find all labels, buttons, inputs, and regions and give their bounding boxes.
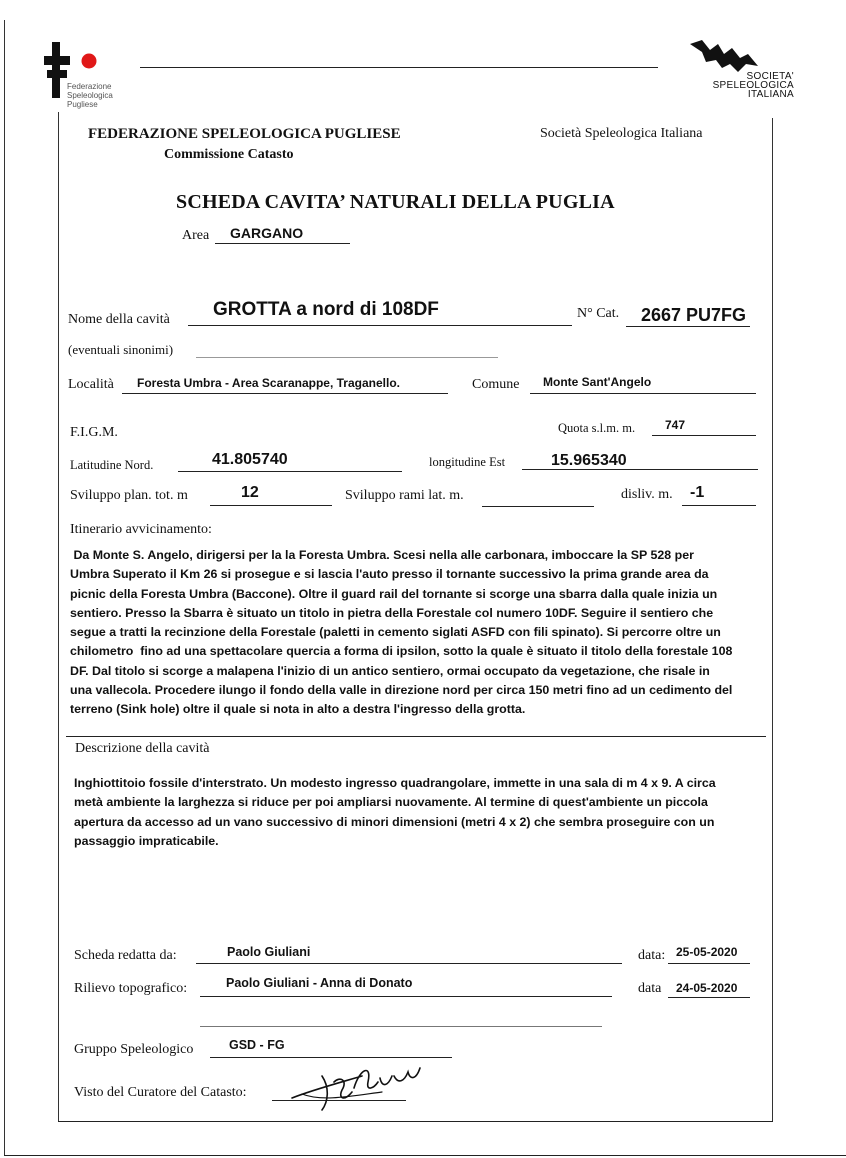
data-label-2: data [638, 981, 662, 996]
data-label-1: data: [638, 948, 666, 963]
itinerary-line: Umbra Superato il Km 26 si prosegue e si lascia l'auto presso il tornante successivo la prima grande area da [70, 567, 709, 582]
commission-name: Commissione Catasto [164, 147, 294, 162]
itinerary-line: segue a tratti la recinzione della Forestale (paletti in cemento siglati ASFD con fili spinato). Si percorre oltre un [70, 625, 721, 640]
cat-value: 2667 PU7FG [641, 305, 747, 325]
ssi-logo-text-1: SOCIETA' [746, 71, 794, 82]
disliv-label: disliv. m. [621, 487, 673, 502]
itinerary-line: DF. Dal titolo si scorge a malapena l'inizio di un antico sentiero, ormai occupato da vegetazione, che risale in [70, 663, 710, 678]
itinerary-line: una vallecola. Procedere ilungo il fondo della valle in direzione nord per circa 150 metri fino ad un cedimento del [70, 683, 733, 698]
rami-underline [482, 506, 594, 507]
federation-name: FEDERAZIONE SPELEOLOGICA PUGLIESE [88, 126, 401, 142]
society-name: Società Speleologica Italiana [540, 126, 703, 141]
lat-label: Latitudine Nord. [70, 458, 154, 472]
gruppo-value: GSD - FG [229, 1038, 285, 1052]
ssi-logo [686, 38, 796, 104]
description-text [74, 774, 764, 851]
lon-label: longitudine Est [429, 455, 506, 469]
redatta-value: Paolo Giuliani [227, 945, 311, 959]
quota-value: 747 [665, 418, 686, 432]
synonyms-label: (eventuali sinonimi) [68, 342, 174, 357]
synonyms-underline [196, 357, 498, 358]
cat-underline [626, 326, 750, 327]
lat-value: 41.805740 [212, 451, 288, 468]
figm-label: F.I.G.M. [70, 425, 118, 440]
itinerary-text [70, 546, 776, 720]
ssi-logo-text-3: ITALIANA [747, 89, 794, 100]
area-label: Area [182, 228, 210, 243]
fsp-logo-text-3: Pugliese [67, 100, 98, 109]
fsp-logo-text-1: Federazione [67, 82, 112, 91]
comune-underline [530, 393, 756, 394]
page-left-border [4, 20, 5, 1156]
description-line: metà ambiente la larghezza si riduce per poi ampliarsi nuovamente. Al termine di quest'ambiente un piccola [74, 795, 708, 810]
locality-label: Località [68, 377, 114, 392]
disliv-underline [682, 505, 756, 506]
cave-name-value: GROTTA a nord di 108DF [213, 299, 439, 320]
lon-value: 15.965340 [551, 452, 627, 469]
form-bottom-border [58, 1121, 773, 1122]
gruppo-label: Gruppo Speleologico [74, 1042, 194, 1057]
description-line: passaggio impraticabile. [74, 833, 219, 848]
itinerary-line: sentiero. Presso la Sbarra è situato un titolo in pietra della Forestale col numero 10DF. Seguire il sentiero che [70, 605, 714, 620]
data-value-2: 24-05-2020 [676, 981, 738, 995]
page-title: SCHEDA CAVITA’ NATURALI DELLA PUGLIA [176, 191, 615, 213]
quota-label: Quota s.l.m. m. [558, 421, 636, 435]
cave-name-label: Nome della cavità [68, 312, 170, 327]
itinerary-label: Itinerario avvicinamento: [70, 522, 212, 537]
curator-signature [282, 1058, 432, 1114]
rilievo-label: Rilievo topografico: [74, 981, 188, 996]
cave-name-underline [188, 325, 572, 326]
area-value: GARGANO [230, 225, 304, 241]
sviluppo-value: 12 [241, 484, 259, 501]
fsp-logo-red-dot [81, 53, 97, 69]
form-left-border [58, 112, 59, 1122]
rami-label: Sviluppo rami lat. m. [345, 488, 464, 503]
ssi-logo-text-2: SPELEOLOGICA [712, 80, 794, 91]
area-underline [215, 243, 350, 244]
description-line: apertura da accesso ad un vano successivo di minori dimensioni (metri 4 x 2) che sembra proseguire con un [74, 814, 715, 829]
fsp-logo [44, 40, 134, 112]
comune-value: Monte Sant'Angelo [543, 375, 652, 389]
rilievo-value: Paolo Giuliani - Anna di Donato [226, 976, 413, 990]
sviluppo-underline [210, 505, 332, 506]
data-underline-1 [668, 963, 750, 964]
section-divider [66, 736, 766, 737]
lat-underline [178, 471, 402, 472]
redatta-label: Scheda redatta da: [74, 948, 177, 963]
data-value-1: 25-05-2020 [676, 945, 738, 959]
comune-label: Comune [472, 377, 520, 392]
data-underline-2 [668, 997, 750, 998]
curatore-label: Visto del Curatore del Catasto: [74, 1085, 247, 1100]
locality-underline [122, 393, 448, 394]
itinerary-line: picnic della Foresta Umbra (Baccone). Oltre il guard rail del tornante si scorge una sbarra dalla quale inizia un [70, 586, 718, 601]
itinerary-line: Da Monte S. Angelo, dirigersi per la la Foresta Umbra. Scesi nella alle carbonara, imboccare la SP 528 per [70, 548, 694, 562]
itinerary-line: chilometro fino ad una spettacolare quercia a forma di ipsilon, sotto la quale è situato il titolo della forestale 108 [70, 644, 733, 659]
lon-underline [522, 469, 758, 470]
fsp-logo-text-2: Speleologica [67, 91, 113, 100]
sviluppo-label: Sviluppo plan. tot. m [70, 488, 188, 503]
disliv-value: -1 [690, 484, 705, 501]
blank-underline [200, 1026, 602, 1027]
redatta-underline [196, 963, 622, 964]
locality-value: Foresta Umbra - Area Scaranappe, Traganello. [137, 376, 400, 390]
rilievo-underline [200, 996, 612, 997]
description-line: Inghiottitoio fossile d'interstrato. Un modesto ingresso quadrangolare, immette in una sala di m 4 x 9. A circa [74, 776, 716, 790]
cat-label: N° Cat. [577, 306, 620, 321]
description-label: Descrizione della cavità [75, 741, 210, 756]
page-bottom-border [4, 1155, 846, 1156]
quota-underline [652, 435, 756, 436]
itinerary-line: terreno (Sink hole) oltre il quale si nota in alto a destra l'ingresso della grotta. [70, 702, 526, 717]
top-rule [140, 67, 658, 68]
